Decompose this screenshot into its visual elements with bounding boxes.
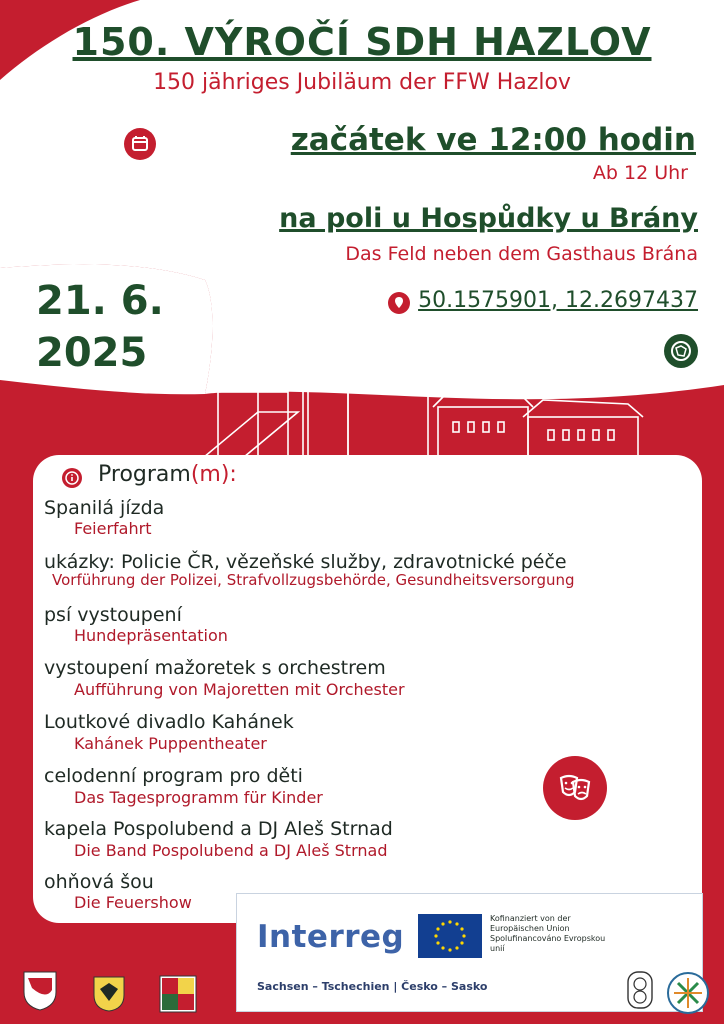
- eu-flag-icon: [418, 914, 482, 958]
- euregio-egrensis-icon: [666, 968, 710, 1018]
- program-item-cz: kapela Pospolubend a DJ Aleš Strnad: [44, 818, 393, 840]
- program-item-cz: psí vystoupení: [44, 604, 182, 626]
- program-item-cz: vystoupení mažoretek s orchestrem: [44, 657, 386, 679]
- eu-cofunding-text: Kofinanziert von der Europäischen Union Spolufinancováno Evropskou unií: [490, 914, 606, 953]
- castle-illustration: [198, 312, 648, 462]
- program-item-cz: celodenní program pro děti: [44, 765, 303, 787]
- interreg-logo: Interreg: [257, 919, 405, 955]
- program-item-de: Aufführung von Majoretten mit Orchester: [74, 680, 405, 699]
- event-date-day: 21. 6.: [36, 278, 164, 324]
- map-icon[interactable]: [664, 334, 698, 368]
- gps-coordinates-link[interactable]: 50.1575901, 12.2697437: [418, 288, 698, 313]
- partner-badge-icon: [626, 970, 654, 1010]
- info-icon: [62, 468, 82, 488]
- program-heading: [98, 462, 237, 487]
- program-item-cz: ohňová šou: [44, 871, 154, 893]
- program-item-de: Vorführung der Polizei, Strafvollzugsbehörde, Gesundheitsversorgung: [52, 571, 575, 589]
- interreg-region: Sachsen – Tschechien | Česko – Sasko: [257, 980, 488, 993]
- coat-of-arms-region-icon: [158, 974, 198, 1014]
- page-title: 150. VÝROČÍ SDH HAZLOV: [72, 20, 652, 64]
- program-item-cz: ukázky: Policie ČR, vězeňské služby, zdravotnické péče: [44, 551, 567, 573]
- calendar-icon: [124, 128, 156, 160]
- event-place: na poli u Hospůdky u Brány: [279, 203, 698, 234]
- coat-of-arms-second-icon: [92, 975, 126, 1013]
- event-place-de: Das Feld neben dem Gasthaus Brána: [345, 243, 698, 265]
- program-heading-suffix: (m):: [190, 462, 237, 487]
- start-time-de: Ab 12 Uhr: [592, 162, 688, 184]
- coat-of-arms-hazlov-icon: [22, 970, 58, 1012]
- program-item-de: Die Band Pospolubend a DJ Aleš Strnad: [74, 841, 388, 860]
- start-time: začátek ve 12:00 hodin: [290, 122, 696, 158]
- program-item-de: Kahánek Puppentheater: [74, 734, 267, 753]
- program-heading-label: Program: [98, 462, 191, 487]
- program-item-de: Feierfahrt: [74, 519, 152, 538]
- page-subtitle: 150 jähriges Jubiläum der FFW Hazlov: [153, 70, 571, 95]
- program-item-cz: Spanilá jízda: [44, 497, 165, 519]
- program-item-de: Das Tagesprogramm für Kinder: [74, 788, 323, 807]
- program-item-cz: Loutkové divadlo Kahánek: [44, 711, 294, 733]
- location-pin-icon: [388, 292, 410, 314]
- program-item-de: Hundepräsentation: [74, 626, 228, 645]
- theater-masks-icon: [543, 756, 607, 820]
- event-date-year: 2025: [36, 330, 148, 376]
- program-item-de: Die Feuershow: [74, 893, 192, 912]
